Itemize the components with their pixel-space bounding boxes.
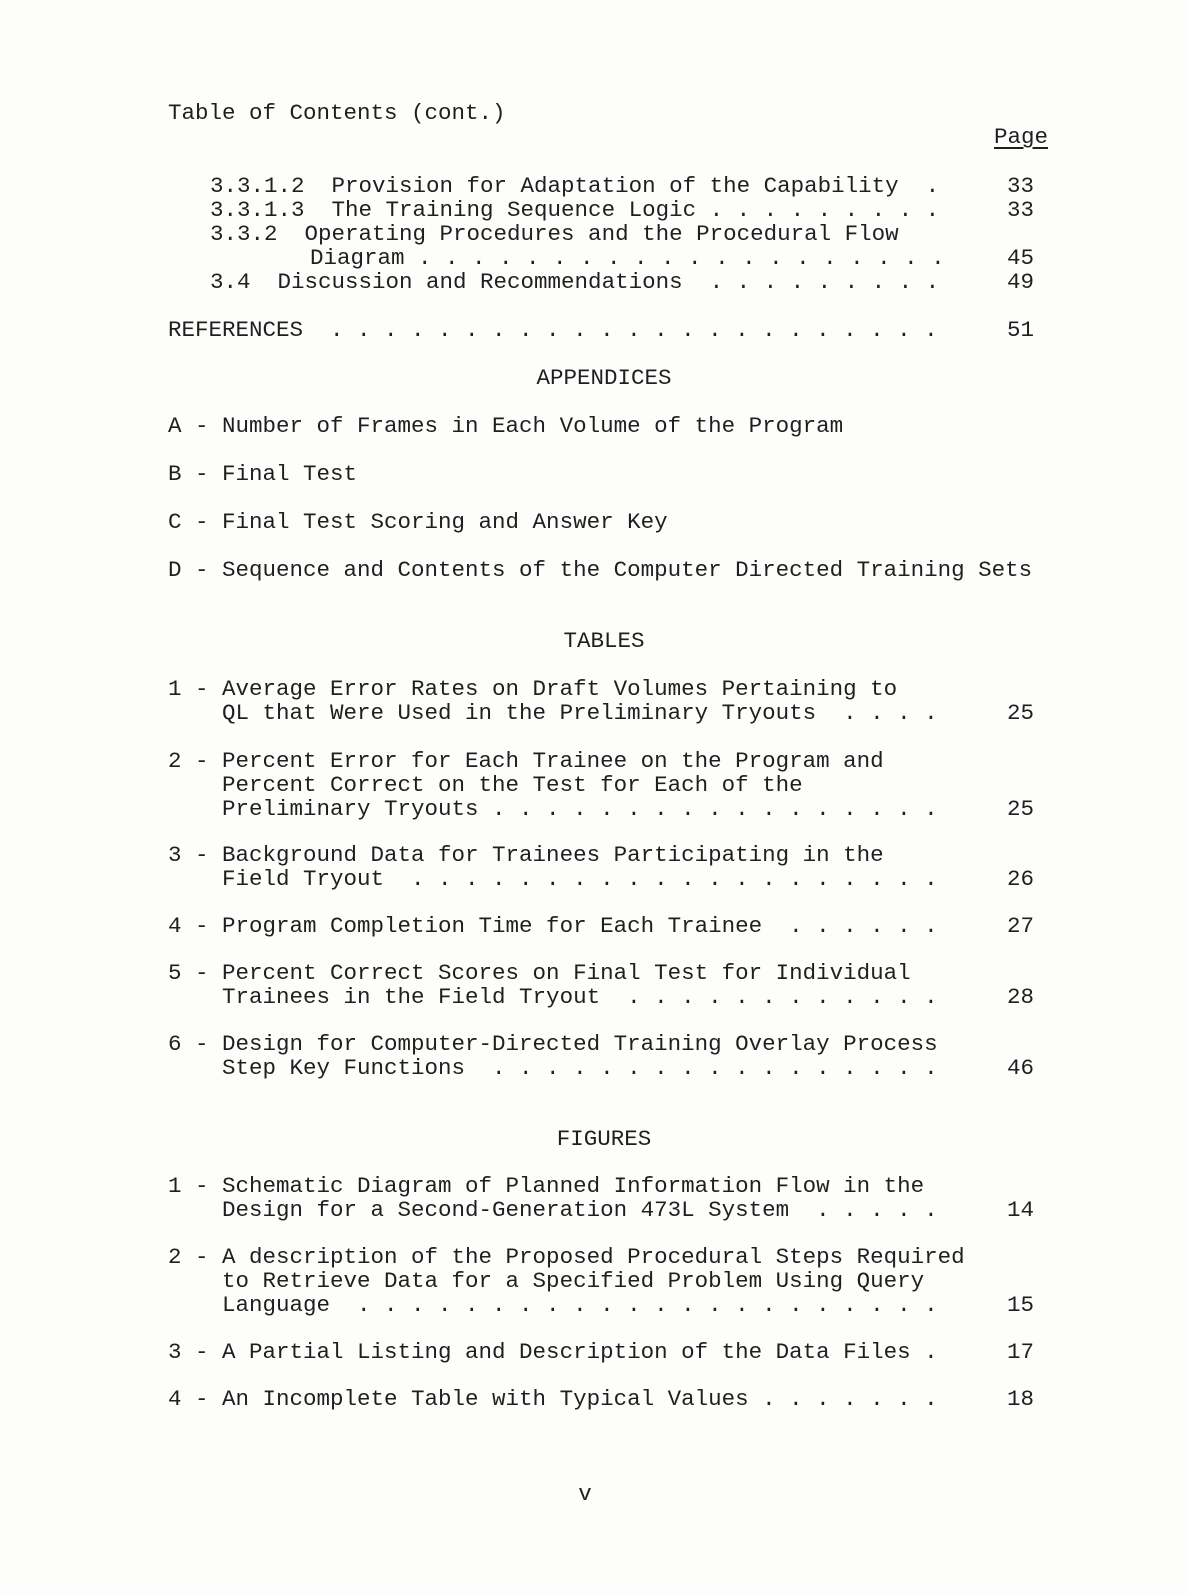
table-entry-line: 5 - Percent Correct Scores on Final Test for Individual [168,960,911,986]
table-entry-line: Preliminary Tryouts . . . . . . . . . . . . . . . . . [168,796,938,822]
table-entry-page: 25 [1006,796,1034,822]
toc-entry-line: Diagram . . . . . . . . . . . . . . . . . . . . [310,245,945,271]
figure-entry-page: 15 [1006,1292,1034,1318]
figure-entry-line: to Retrieve Data for a Specified Problem Using Query [168,1268,925,1294]
tables-heading: TABLES [563,628,645,654]
figures-heading: FIGURES [556,1126,652,1152]
appendix-item: C - Final Test Scoring and Answer Key [168,509,668,535]
figure-entry-line: Design for a Second-Generation 473L System . . . . . [168,1197,938,1223]
appendix-item: B - Final Test [168,461,358,487]
toc-entry-page: 45 [1006,245,1034,271]
table-entry-line: Step Key Functions . . . . . . . . . . . . . . . . . [168,1055,938,1081]
toc-entry-line: 3.3.1.3 The Training Sequence Logic . . . . . . . . . [210,197,940,223]
figure-entry-line: 2 - A description of the Proposed Procedural Steps Required [168,1244,965,1270]
table-entry-line: 4 - Program Completion Time for Each Trainee . . . . . . [168,913,938,939]
toc-entry-page: 33 [1006,197,1034,223]
references-page: 51 [1006,317,1034,343]
figure-entry-page: 14 [1006,1197,1034,1223]
table-entry-line: Trainees in the Field Tryout . . . . . . . . . . . . [168,984,938,1010]
table-entry-page: 25 [1006,700,1034,726]
figure-entry-page: 18 [1006,1386,1034,1412]
toc-entry-line: 3.3.2 Operating Procedures and the Procedural Flow [210,221,899,247]
table-entry-line: 3 - Background Data for Trainees Participating in the [168,842,884,868]
references-line: REFERENCES . . . . . . . . . . . . . . . . . . . . . . . [168,317,938,343]
page-number: v [578,1481,592,1507]
page-title: Table of Contents (cont.) [168,100,506,126]
appendices-heading: APPENDICES [536,365,672,391]
figure-entry-line: 4 - An Incomplete Table with Typical Values . . . . . . . [168,1386,938,1412]
table-entry-page: 28 [1006,984,1034,1010]
table-entry-line: 2 - Percent Error for Each Trainee on the Program and [168,748,884,774]
table-entry-line: Field Tryout . . . . . . . . . . . . . . . . . . . . [168,866,938,892]
figure-entry-page: 17 [1006,1339,1034,1365]
table-entry-line: Percent Correct on the Test for Each of the [168,772,803,798]
page-column-header: Page [994,124,1049,150]
figure-entry-line: 3 - A Partial Listing and Description of the Data Files . [168,1339,938,1365]
toc-entry-page: 33 [1006,173,1034,199]
table-entry-line: 6 - Design for Computer-Directed Training Overlay Process [168,1031,938,1057]
table-entry-page: 26 [1006,866,1034,892]
table-entry-line: 1 - Average Error Rates on Draft Volumes Pertaining to [168,676,898,702]
toc-entry-page: 49 [1006,269,1034,295]
table-entry-page: 46 [1006,1055,1034,1081]
toc-entry-line: 3.3.1.2 Provision for Adaptation of the Capability . [210,173,940,199]
table-entry-line: QL that Were Used in the Preliminary Tryouts . . . . [168,700,938,726]
figure-entry-line: 1 - Schematic Diagram of Planned Information Flow in the [168,1173,925,1199]
toc-entry-line: 3.4 Discussion and Recommendations . . . . . . . . . [210,269,940,295]
appendix-item: A - Number of Frames in Each Volume of the Program [168,413,844,439]
table-entry-page: 27 [1006,913,1034,939]
appendix-item: D - Sequence and Contents of the Computer Directed Training Sets [168,557,1033,583]
figure-entry-line: Language . . . . . . . . . . . . . . . . . . . . . . [168,1292,938,1318]
